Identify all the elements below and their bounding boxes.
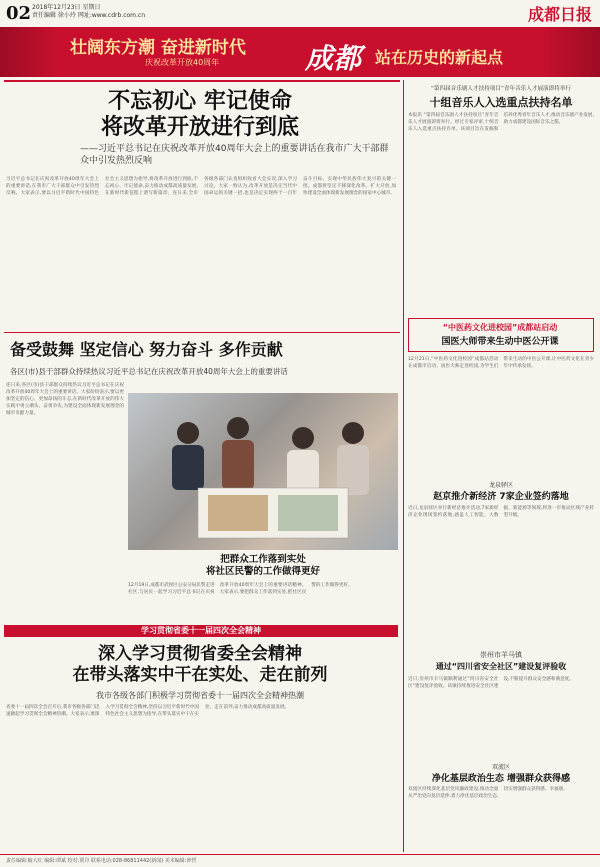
lead-headline-line2: 将改革开放进行到底 [100, 114, 299, 140]
lead-headline [20, 88, 380, 140]
photo-figures [128, 393, 398, 550]
photo-caption-title [128, 554, 398, 578]
banner-slogan: 壮阔东方潮 奋进新时代 [70, 38, 246, 58]
music-title: 十组音乐人入选重点扶持名单 [429, 96, 573, 109]
plenum-body: 省委十一届四次全会召开后,我市各级各部门迅速掀起学习贯彻全会精神热潮。大家表示,要深入学习贯彻全会精神,坚持以习近平新时代中国特色社会主义思想为指导,在带头落实中干在实处、走在前列,奋力推动成都高质量发展。 [6, 705, 290, 717]
date-text: 2018年12月23日 星期日 [32, 4, 101, 11]
banner-subtitle: 庆祝改革开放40周年 [145, 58, 220, 67]
plenum-headline [10, 644, 390, 686]
plenum-headline-line1: 深入学习贯彻省委全会精神 [98, 644, 302, 664]
lead-subtitle: ——习近平总书记在庆祝改革开放40周年大会上的重要讲话在我市广大干部群众中引发热烈反响 [80, 144, 389, 166]
banner-decoration-right [540, 27, 600, 77]
page-number: 02 [6, 3, 32, 24]
divider [4, 332, 400, 333]
longquanyi-body: 近日,龙泉驿区举行新经济推介活动,7家新经济企业现场签约落地,涵盖人工智能、大数据、新能源等领域,将进一步推动区域产业转型升级。 [408, 506, 594, 518]
lead-headline-line1: 不忘初心 牢记使命 [108, 88, 292, 114]
photo-caption-title-line1: 把群众工作落到实处 [220, 554, 306, 565]
plenum-subtitle: 我市各级各部门积极学习贯彻省委十一届四次全会精神热潮 [96, 691, 304, 700]
masthead [0, 0, 600, 26]
longquanyi-kicker: 龙泉驿区 [488, 482, 513, 489]
news-photo [128, 393, 398, 550]
date-line [32, 4, 145, 20]
photo-caption-title-line2: 将社区民警的工作做得更好 [205, 566, 320, 577]
divider [4, 80, 400, 82]
photo-caption-body: 12月19日,成都市武侯区公安分局民警走进社区,与居民一起学习习近平总书记在庆祝改革开放40周年大会上的重要讲话精神。大家表示,要把群众工作落到实处,把社区民警的工作做得更好。 [128, 583, 353, 595]
section-bar: 学习贯彻省委十一届四次全会精神 [4, 625, 398, 637]
lead-body: 习近平总书记在庆祝改革开放40周年大会上的重要讲话,在我市广大干部群众中引发热烈反响。大家表示,要以习近平新时代中国特色社会主义思想为指导,将改革开放进行到底,不忘初心、牢记使命,奋力推动成都高质量发展,在新时代新征程上谱写新篇章。连日来,全市各级各部门认真组织收看大会实况,深入学习讨论。大家一致认为,改革开放是决定当代中国命运的关键一招,也是决定实现两个一百年奋斗目标、实现中华民族伟大复兴的关键一招。成都将坚定不移深化改革、扩大开放,加快建设全面体现新发展理念的国家中心城市。 [6, 177, 396, 196]
chongzhou-kicker: 崇州市羊马镇 [480, 651, 522, 659]
tcm-kicker: “中医药文化进校园”成都站启动 [442, 323, 558, 332]
tcm-body: 12月21日,“中医药文化进校园”成都站活动在成都市启动。国医大师走进校园,为学生们带来生动的中医公开课,让中医药文化在青少年中传承发扬。 [408, 357, 594, 369]
banner [0, 27, 600, 77]
second-subtitle: 各区(市)县干部群众持续热议习近平总书记在庆祝改革开放40周年大会上的重要讲话 [10, 367, 288, 376]
shuangliu-body: 双流区持续深化基层党风廉政建设,推动全面从严治党向基层延伸,着力净化基层政治生态,切实增强群众获得感、幸福感。 [408, 787, 568, 799]
editor-text: 责任编辑 徐小玲 网址:www.cdrb.com.cn [32, 12, 146, 19]
longquanyi-title: 赵京推介新经济 7家企业签约落地 [433, 492, 569, 502]
banner-tagline: 站在历史的新起点 [375, 48, 504, 67]
banner-decoration-left [0, 27, 60, 77]
footer-credits: 责任编辑:喻大红 编辑:谭斌 校对:贾丹 联系电话:028-86811442(新闻) 美术编辑:钟哲 [0, 854, 600, 867]
chongzhou-title: 通过“四川省安全社区”建设复评验收 [435, 662, 567, 671]
shuangliu-kicker: 双流区 [491, 764, 510, 771]
shuangliu-title: 净化基层政治生态 增强群众获得感 [431, 774, 571, 784]
tcm-title: 国医大师带来生动中医公开课 [441, 337, 559, 347]
newspaper-logo: 成都日报 [527, 5, 592, 24]
second-headline: 备受鼓舞 坚定信心 努力奋斗 多作贡献 [10, 340, 283, 359]
column-divider [403, 80, 404, 852]
plenum-headline-line2: 在带头落实中干在实处、走在前列 [72, 665, 328, 685]
banner-city: 成都 [305, 42, 362, 75]
music-body: 本报讯 “第四届音乐剧人才扶持项目”青年音乐人才展演即将举行。经过专家评审,十组音乐人入选重点扶持名单。该项目旨在发掘和培养优秀青年音乐人才,推动音乐剧产业发展,助力成都建设国际音乐之都。 [408, 113, 594, 132]
music-kicker: “第四届音乐剧人才扶持项目”青年音乐人才展演即将举行 [430, 86, 572, 92]
chongzhou-body: 近日,崇州市羊马镇顺利通过“四川省安全社区”建设复评验收。该镇持续推进安全社区建设,不断提升群众安全感和满意度。 [408, 677, 574, 689]
second-body: 连日来,各区(市)县干部群众持续热议习近平总书记在庆祝改革开放40周年大会上的重要讲话。大家纷纷表示,要以更加坚定的信心、更加昂扬的斗志,在新时代改革开放的伟大实践中勇立潮头、奋勇争先,为建设全面体现新发展理念的城市贡献力量。 [6, 383, 124, 416]
